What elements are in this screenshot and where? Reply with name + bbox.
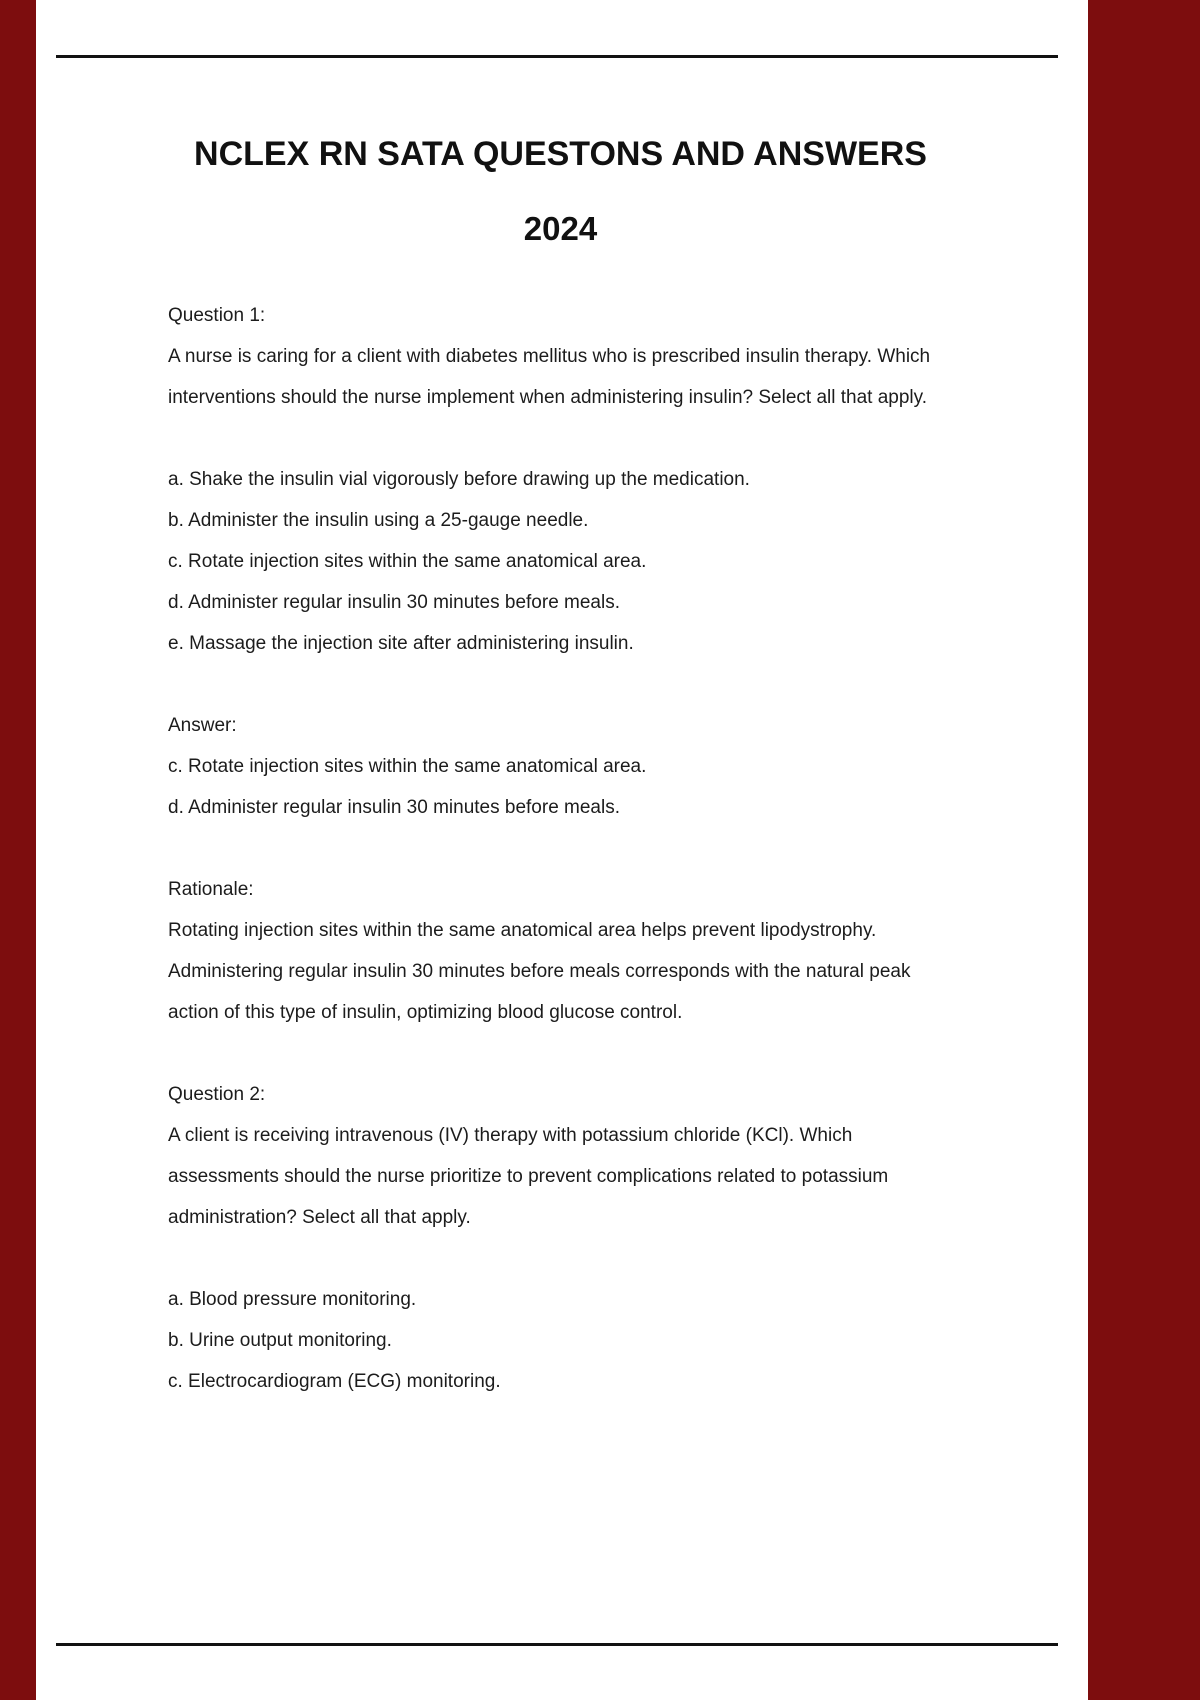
question-2-text: A client is receiving intravenous (IV) therapy with potassium chloride (KCl). Which assessments should the nurse prioritize to prevent complications related to potassium administration? Select all that apply. (168, 1125, 889, 1228)
spacer (168, 418, 953, 459)
top-rule-divider (56, 55, 1058, 58)
question-2-option-b: b. Urine output monitoring. (168, 1330, 392, 1351)
rationale-1-text: Rotating injection sites within the same anatomical area helps prevent lipodystrophy. Administering regular insulin 30 minutes before meals corresponds with the natural peak action of this type of insulin, optimizing blood glucose control. (168, 920, 911, 1023)
question-2-label: Question 2: (168, 1084, 266, 1105)
question-2-option-a: a. Blood pressure monitoring. (168, 1289, 417, 1310)
spacer (168, 1238, 953, 1279)
bottom-rule-divider (56, 1643, 1058, 1646)
left-margin-bar (0, 0, 36, 1700)
answer-1-item-d: d. Administer regular insulin 30 minutes before meals. (168, 797, 621, 818)
document-page (36, 0, 1088, 1700)
answer-1-item-c: c. Rotate injection sites within the same anatomical area. (168, 756, 647, 777)
question-1-option-b: b. Administer the insulin using a 25-gauge needle. (168, 510, 589, 531)
question-2-option-c: c. Electrocardiogram (ECG) monitoring. (168, 1371, 501, 1392)
spacer (168, 1033, 953, 1074)
rationale-1-label: Rationale: (168, 879, 254, 900)
doc-year: 2024 (523, 210, 598, 247)
question-1-text: A nurse is caring for a client with diabetes mellitus who is prescribed insulin therapy. Which interventions should the nurse implement when administering insulin? Select all that apply. (168, 346, 931, 408)
spacer (168, 664, 953, 705)
spacer (168, 828, 953, 869)
question-1-label: Question 1: (168, 305, 266, 326)
question-1-option-e: e. Massage the injection site after administering insulin. (168, 633, 634, 654)
right-margin-bar (1088, 0, 1200, 1700)
document-content (168, 133, 953, 1402)
question-1-option-c: c. Rotate injection sites within the same anatomical area. (168, 551, 647, 572)
question-1-option-d: d. Administer regular insulin 30 minutes before meals. (168, 592, 621, 613)
answer-1-label: Answer: (168, 715, 237, 736)
question-1-option-a: a. Shake the insulin vial vigorously before drawing up the medication. (168, 469, 750, 490)
doc-title: NCLEX RN SATA QUESTONS AND ANSWERS (194, 135, 927, 173)
